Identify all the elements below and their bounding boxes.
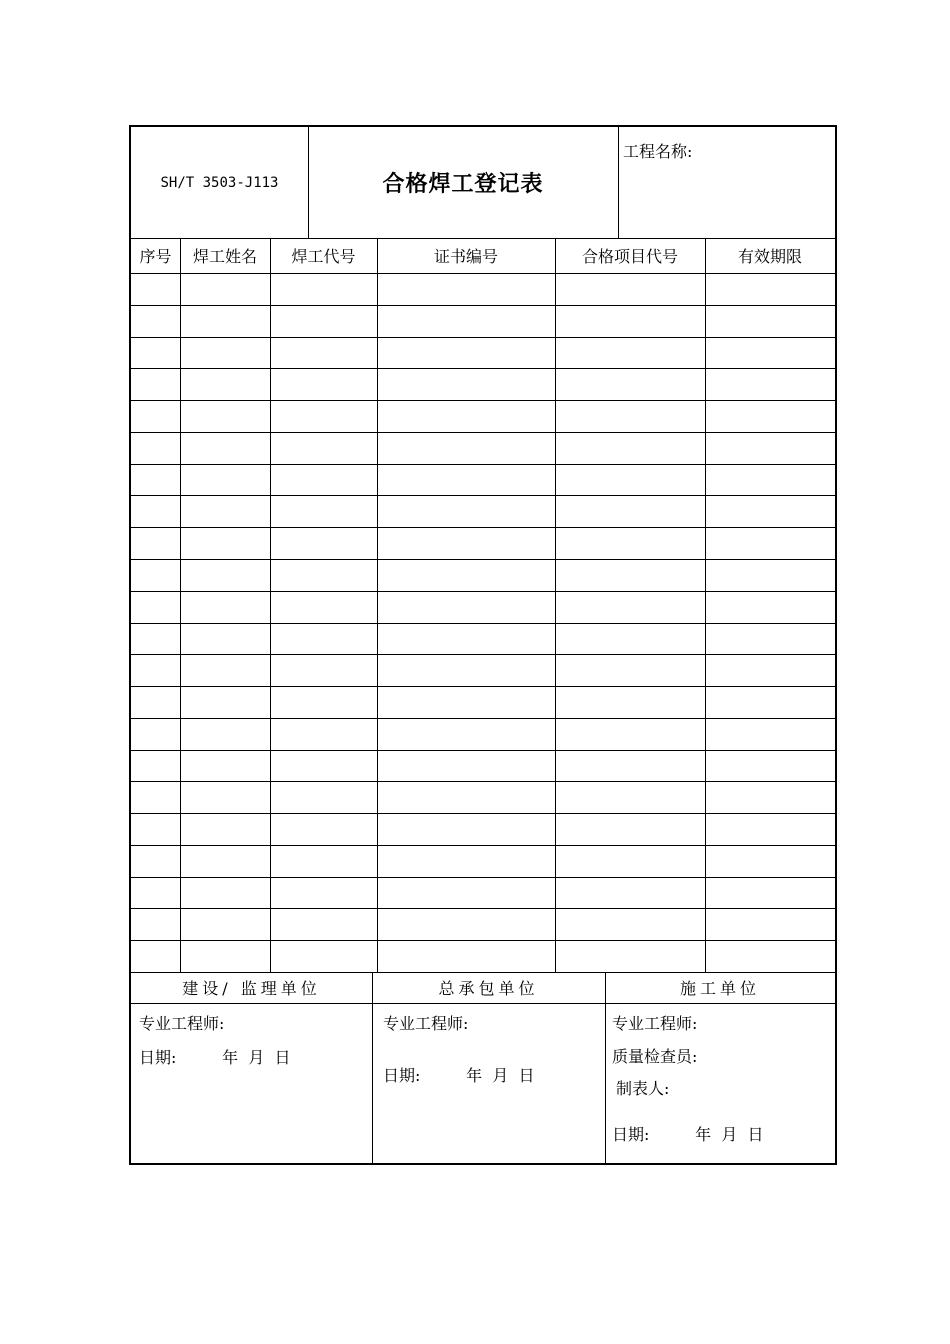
column-header-qualified-item-code: 合格项目代号 xyxy=(581,247,678,266)
table-row xyxy=(131,654,835,655)
contractor-preparer-label: 制表人: xyxy=(616,1079,670,1098)
table-row xyxy=(131,495,835,496)
column-line-4 xyxy=(555,238,556,972)
column-line-1 xyxy=(180,238,181,972)
signature-heading-rule xyxy=(131,1003,835,1004)
owner-engineer-label: 专业工程师: xyxy=(139,1014,225,1033)
general-contractor-engineer-label: 专业工程师: xyxy=(383,1014,469,1033)
signature-divider-1 xyxy=(372,972,373,1163)
column-header-certificate-no: 证书编号 xyxy=(433,247,498,266)
table-row xyxy=(131,908,835,909)
table-row xyxy=(131,813,835,814)
column-header-validity-period: 有效期限 xyxy=(737,247,802,266)
header-divider-1 xyxy=(308,127,309,238)
standard-code: SH/T 3503-J113 xyxy=(160,174,279,191)
table-row xyxy=(131,400,835,401)
contractor-engineer-label: 专业工程师: xyxy=(612,1014,698,1033)
column-line-2 xyxy=(270,238,271,972)
header-divider-2 xyxy=(618,127,619,238)
column-line-3 xyxy=(377,238,378,972)
general-contractor-heading: 总承包单位 xyxy=(438,979,539,998)
table-row xyxy=(131,559,835,560)
form-title: 合格焊工登记表 xyxy=(382,171,544,197)
contractor-date-label: 日期: 年 月 日 xyxy=(612,1125,764,1144)
project-name-label: 工程名称: xyxy=(623,142,693,161)
signature-divider-2 xyxy=(605,972,606,1163)
column-header-welder-name: 焊工姓名 xyxy=(192,247,257,266)
column-header-index: 序号 xyxy=(139,247,172,266)
column-header-welder-code: 焊工代号 xyxy=(291,247,356,266)
table-row xyxy=(131,877,835,878)
table-row xyxy=(131,718,835,719)
table-row xyxy=(131,940,835,941)
column-header-rule xyxy=(131,273,835,274)
table-row xyxy=(131,368,835,369)
table-row xyxy=(131,623,835,624)
table-row xyxy=(131,432,835,433)
table-row xyxy=(131,337,835,338)
general-contractor-date-label: 日期: 年 月 日 xyxy=(383,1066,535,1085)
table-row xyxy=(131,305,835,306)
welder-registration-form xyxy=(129,125,837,1165)
table-row xyxy=(131,686,835,687)
column-line-5 xyxy=(705,238,706,972)
table-row xyxy=(131,845,835,846)
contractor-inspector-label: 质量检查员: xyxy=(612,1047,698,1066)
owner-date-label: 日期: 年 月 日 xyxy=(139,1048,291,1067)
table-row xyxy=(131,750,835,751)
table-row xyxy=(131,591,835,592)
table-row xyxy=(131,527,835,528)
owner-unit-heading: 建设/ 监理单位 xyxy=(182,979,321,998)
contractor-heading: 施工单位 xyxy=(679,979,760,998)
table-row xyxy=(131,781,835,782)
table-row xyxy=(131,464,835,465)
